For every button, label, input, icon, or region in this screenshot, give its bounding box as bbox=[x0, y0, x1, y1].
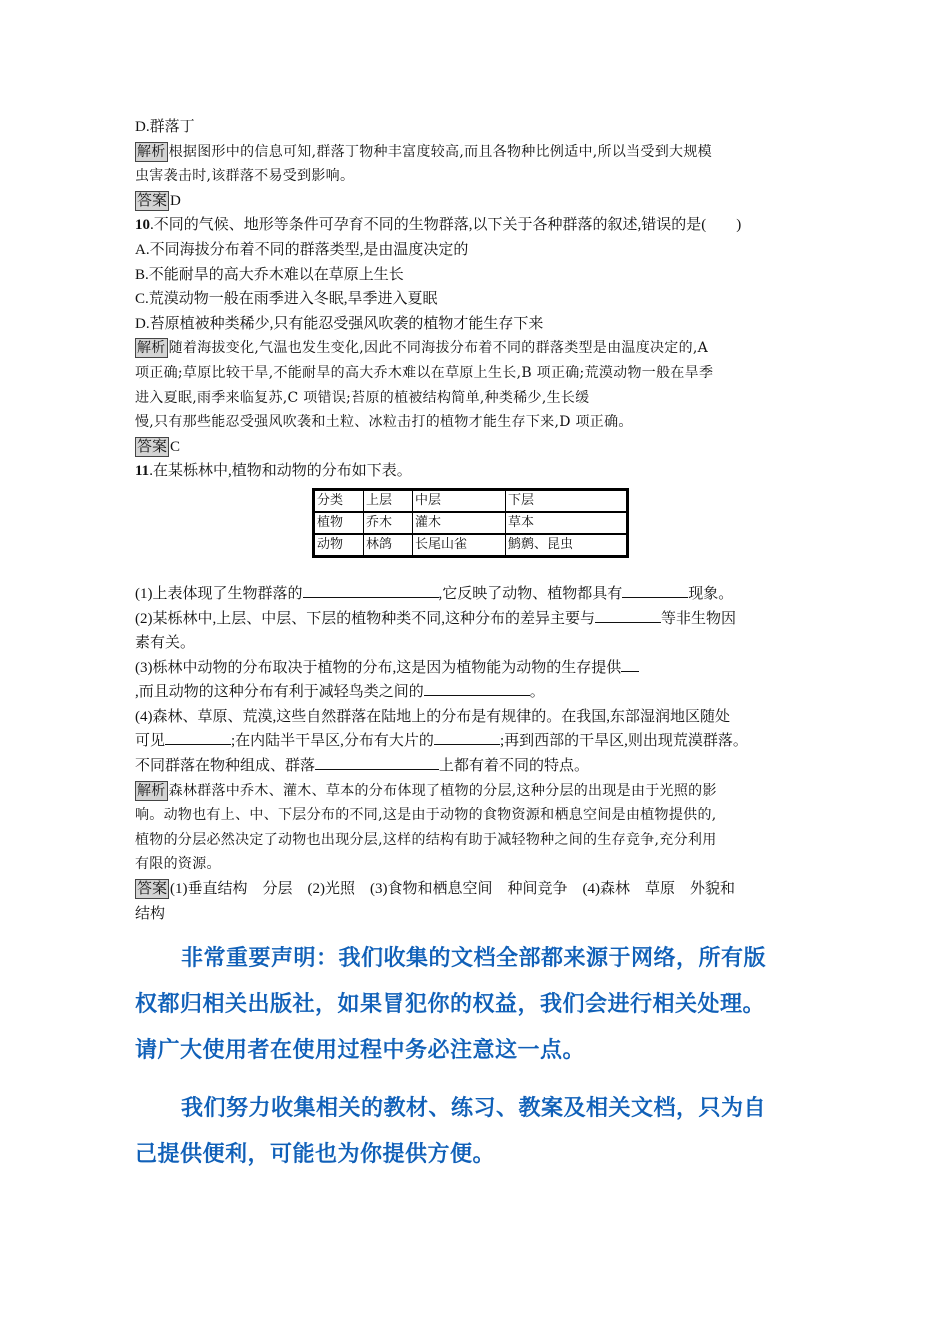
copyright-notice bbox=[135, 936, 825, 1074]
q11-explanation: 解析 森林群落中乔木、灌木、草本的分布体现了植物的分层,这种分层的出现是由于光照的影 bbox=[137, 782, 717, 799]
q11-sub-2-cont: 素有关。 bbox=[135, 635, 196, 652]
notice-line: 我们努力收集相关的教材、练习、教案及相关文档，只为自 bbox=[181, 1096, 767, 1121]
q11-answer: 答案 (1)垂直结构 分层 (2)光照 (3)食物和栖息空间 种间竞争 (4)森林 草原 外貌和 bbox=[137, 881, 735, 898]
q10-answer: 答案 C bbox=[137, 438, 181, 455]
table-cell: 长尾山雀 bbox=[413, 534, 506, 557]
q11-explanation-line: 有限的资源。 bbox=[135, 856, 221, 873]
q11-explanation-line: 响。动物也有上、中、下层分布的不同,这是由于动物的食物资源和栖息空间是由植物提供的, bbox=[135, 807, 717, 824]
table-header-row bbox=[314, 489, 628, 512]
answer-badge: 答案 bbox=[137, 881, 168, 898]
fill-blank bbox=[434, 730, 500, 745]
q10-stem: 10.不同的气候、地形等条件可孕育不同的生物群落,以下关于各种群落的叙述,错误的是( ) bbox=[135, 217, 742, 234]
table-header-cell: 上层 bbox=[364, 489, 413, 512]
q10-explanation: 解析 随着海拔变化,气温也发生变化,因此不同海拔分布着不同的群落类型是由温度决定的,A bbox=[137, 340, 709, 357]
q10-explanation-line: 慢,只有那些能忍受强风吹袭和土粒、冰粒击打的植物才能生存下来,D 项正确。 bbox=[135, 414, 633, 431]
document-page bbox=[135, 115, 820, 926]
table-row bbox=[314, 534, 628, 557]
fill-blank bbox=[595, 608, 661, 623]
table-row bbox=[314, 512, 628, 534]
fill-blank bbox=[303, 583, 439, 598]
q11-stem: 11.在某栎林中,植物和动物的分布如下表。 bbox=[135, 463, 412, 480]
q10-explanation-line: 进入夏眠,雨季来临复苏,C 项错误;苔原的植被结构简单,种类稀少,生长缓 bbox=[135, 389, 590, 406]
q9-explanation: 解析 根据图形中的信息可知,群落丁物种丰富度较高,而且各物种比例适中,所以当受到大规模 bbox=[137, 143, 712, 160]
purpose-notice bbox=[135, 1086, 825, 1178]
table-cell: 草本 bbox=[506, 512, 628, 534]
q10-option-c: C.荒漠动物一般在雨季进入冬眠,旱季进入夏眠 bbox=[135, 291, 438, 308]
q10-option-d: D.苔原植被种类稀少,只有能忍受强风吹袭的植物才能生存下来 bbox=[135, 315, 544, 332]
q9-explanation-line: 虫害袭击时,该群落不易受到影响。 bbox=[135, 168, 355, 185]
fill-blank bbox=[165, 730, 231, 745]
notice-line: 请广大使用者在使用过程中务必注意这一点。 bbox=[135, 1038, 586, 1063]
distribution-table bbox=[312, 488, 629, 558]
q11-explanation-line: 植物的分层必然决定了动物也出现分层,这样的结构有助于减轻物种之间的生存竞争,充分利用 bbox=[135, 831, 717, 848]
answer-badge: 答案 bbox=[137, 438, 168, 455]
table-cell: 动物 bbox=[314, 534, 364, 557]
q11-sub-4-cont: 不同群落在物种组成、群落 上都有着不同的特点。 bbox=[135, 754, 820, 779]
q10-explanation-line: 项正确;草原比较干旱,不能耐旱的高大乔木难以在草原上生长,B 项正确;荒漠动物一般在旱季 bbox=[135, 364, 714, 381]
table-header-cell: 下层 bbox=[506, 489, 628, 512]
q11-sub-3: (3)栎林中动物的分布取决于植物的分布,这是因为植物能为动物的生存提供 bbox=[135, 656, 820, 681]
q11-sub-4: (4)森林、草原、荒漠,这些自然群落在陆地上的分布是有规律的。在我国,东部湿润地区随处 bbox=[135, 708, 730, 725]
q10-option-a: A.不同海拔分布着不同的群落类型,是由温度决定的 bbox=[135, 241, 469, 258]
table-cell: 植物 bbox=[314, 512, 364, 534]
table-cell: 乔木 bbox=[364, 512, 413, 534]
explain-badge: 解析 bbox=[137, 143, 166, 160]
notice-line: 己提供便利，可能也为你提供方便。 bbox=[135, 1142, 496, 1167]
explain-badge: 解析 bbox=[137, 340, 166, 357]
q9-option-d: D.群落丁 bbox=[135, 119, 195, 135]
q11-sub-2: (2)某栎林中,上层、中层、下层的植物种类不同,这种分布的差异主要与 等非生物因 bbox=[135, 607, 820, 632]
q11-sub-1: (1)上表体现了生物群落的 ,它反映了动物、植物都具有 现象。 bbox=[135, 582, 820, 607]
q11-sub-3-cont: ,而且动物的这种分布有利于减轻鸟类之间的 。 bbox=[135, 680, 820, 705]
explain-badge: 解析 bbox=[137, 782, 166, 799]
fill-blank bbox=[621, 657, 639, 672]
fill-blank bbox=[424, 681, 530, 696]
q9-answer: 答案 D bbox=[137, 192, 181, 209]
notice-line: 权都归相关出版社，如果冒犯你的权益，我们会进行相关处理。 bbox=[135, 992, 766, 1017]
fill-blank bbox=[622, 583, 688, 598]
answer-badge: 答案 bbox=[137, 192, 168, 209]
notice-line: 非常重要声明：我们收集的文档全部都来源于网络，所有版 bbox=[181, 946, 767, 971]
table-cell: 林鸽 bbox=[364, 534, 413, 557]
fill-blank bbox=[315, 755, 439, 770]
q10-option-b: B.不能耐旱的高大乔木难以在草原上生长 bbox=[135, 266, 404, 283]
q11-answer-cont: 结构 bbox=[135, 905, 166, 922]
q11-sub-4-cont: 可见 ;在内陆半干旱区,分布有大片的 ;再到西部的干旱区,则出现荒漠群落。 bbox=[135, 729, 820, 754]
table-cell: 灌木 bbox=[413, 512, 506, 534]
table-cell: 鹪鹩、昆虫 bbox=[506, 534, 628, 557]
table-header-cell: 中层 bbox=[413, 489, 506, 512]
table-header-cell: 分类 bbox=[314, 489, 364, 512]
